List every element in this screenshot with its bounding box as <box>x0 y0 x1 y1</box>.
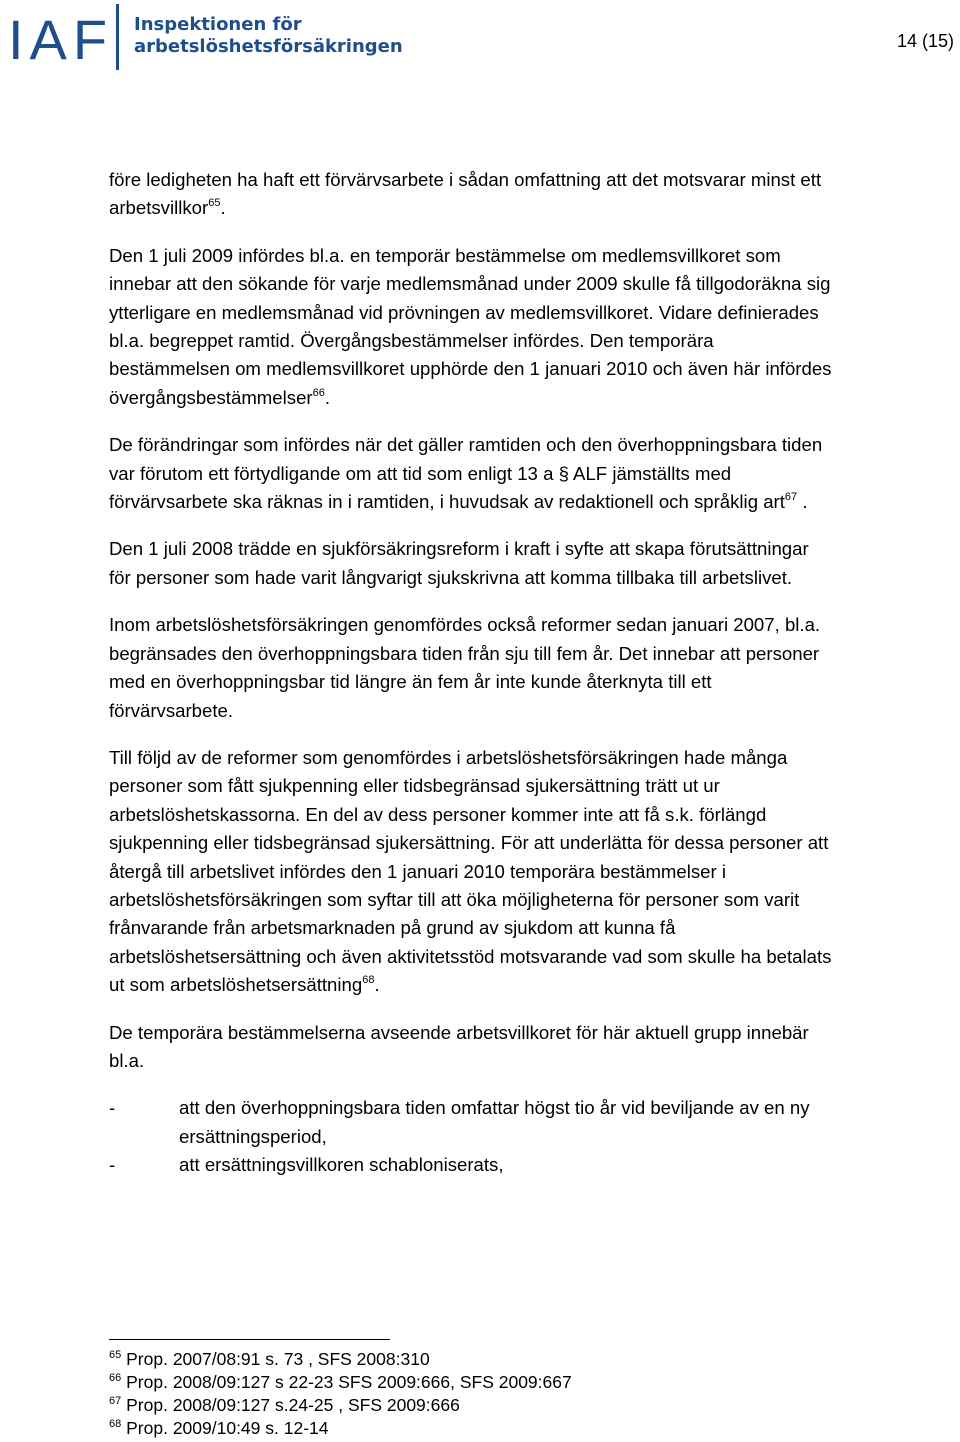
paragraph: Den 1 juli 2009 infördes bl.a. en temporär bestämmelse om medlemsvillkoret som innebar att den sökande för varje medlemsmånad under 2009 skulle få tillgodoräkna sig ytterligare en medlemsmånad vid prövningen av medlemsvillkoret. Vidare definierades bl.a. begreppet ramtid. Övergångsbestämmelser infördes. Den temporära bestämmelsen om medlemsvillkoret upphörde den 1 januari 2010 och även här infördes övergångsbestämmelser$^{66}$. <box>109 244 832 408</box>
iaf-logo <box>8 8 114 71</box>
paragraph: De förändringar som infördes när det gäller ramtiden och den överhoppningsbara tiden var förutom ett förtydligande om att tid som enligt 13 a § ALF jämställts med förvärvsarbete ska räknas in i ramtiden, i huvudsak av redaktionell och språklig art$^{67}$ . <box>109 434 823 513</box>
footnote: $^{66}$ Prop. 2008/09:127 s 22-23 SFS 2009:666, SFS 2009:667 <box>109 1372 572 1392</box>
paragraph: Den 1 juli 2008 trädde en sjukförsäkringsreform i kraft i syfte att skapa förutsättningar för personer som hade varit långvarigt sjukskrivna att komma tillbaka till arbetslivet. <box>109 538 809 588</box>
organization-name <box>134 14 403 58</box>
body-text <box>109 166 834 1180</box>
paragraph: före ledigheten ha haft ett förvärvsarbete i sådan omfattning att det motsvarar minst ett arbetsvillkor$^{65}$. <box>109 169 822 219</box>
footnote: $^{65}$ Prop. 2007/08:91 s. 73 , SFS 2008:310 <box>109 1349 430 1369</box>
org-line-1: Inspektionen för <box>134 14 302 35</box>
list-dash: - <box>109 1154 116 1176</box>
page-number: 14 (15) <box>896 31 954 51</box>
footnote-separator <box>109 1339 390 1340</box>
list-dash: - <box>109 1097 116 1119</box>
footnote-ref: 67 <box>784 491 798 504</box>
footnotes <box>109 1348 572 1440</box>
paragraph: Till följd av de reformer som genomfördes i arbetslöshetsförsäkringen hade många personer som fått sjukpenning eller tidsbegränsad sjukersättning trätt ut ur arbetslöshetskassorna. En del av dess personer kommer inte att få s.k. förlängd sjukpenning eller tidsbegränsad sjukersättning. För att underlätta för dessa personer att återgå till arbetslivet infördes den 1 januari 2010 temporära bestämmelser i arbetslöshetsförsäkringen som syftar till att öka möjligheterna för personer som varit frånvarande från arbetsmarknaden på grund av sjukdom att kunna få arbetslöshetsersättning och även aktivitetsstöd motsvarande vad som skulle ha betalats ut som arbetslöshetsersättning$^{68}$. <box>109 746 832 996</box>
logo-letters: IAF <box>8 8 114 71</box>
footnote: $^{67}$ Prop. 2008/09:127 s.24-25 , SFS 2009:666 <box>109 1395 460 1415</box>
paragraph: De temporära bestämmelserna avseende arbetsvillkoret för här aktuell grupp innebär bl.a. <box>109 1021 809 1071</box>
footnote: $^{68}$ Prop. 2009/10:49 s. 12-14 <box>109 1418 329 1438</box>
footnote-ref: 66 <box>312 386 325 399</box>
paragraph: Inom arbetslöshetsförsäkringen genomfördes också reformer sedan januari 2007, bl.a. begränsades den överhoppningsbara tiden från sju till fem år. Det innebar att personer med en överhoppningsbar tid längre än fem år inte kunde återknyta till ett förvärvsarbete. <box>109 614 821 721</box>
list-item: - att ersättningsvillkoren schabloniserats, <box>109 1151 834 1179</box>
bullet-list <box>109 1094 834 1179</box>
list-item: - att den överhoppningsbara tiden omfattar högst tio år vid beviljande av en ny ersättningsperiod, <box>109 1094 834 1151</box>
logo-divider <box>116 4 119 70</box>
footnote-ref: 68 <box>362 974 375 987</box>
org-line-2: arbetslöshetsförsäkringen <box>134 36 403 57</box>
footnote-ref: 65 <box>208 197 221 210</box>
page-header <box>0 0 960 80</box>
